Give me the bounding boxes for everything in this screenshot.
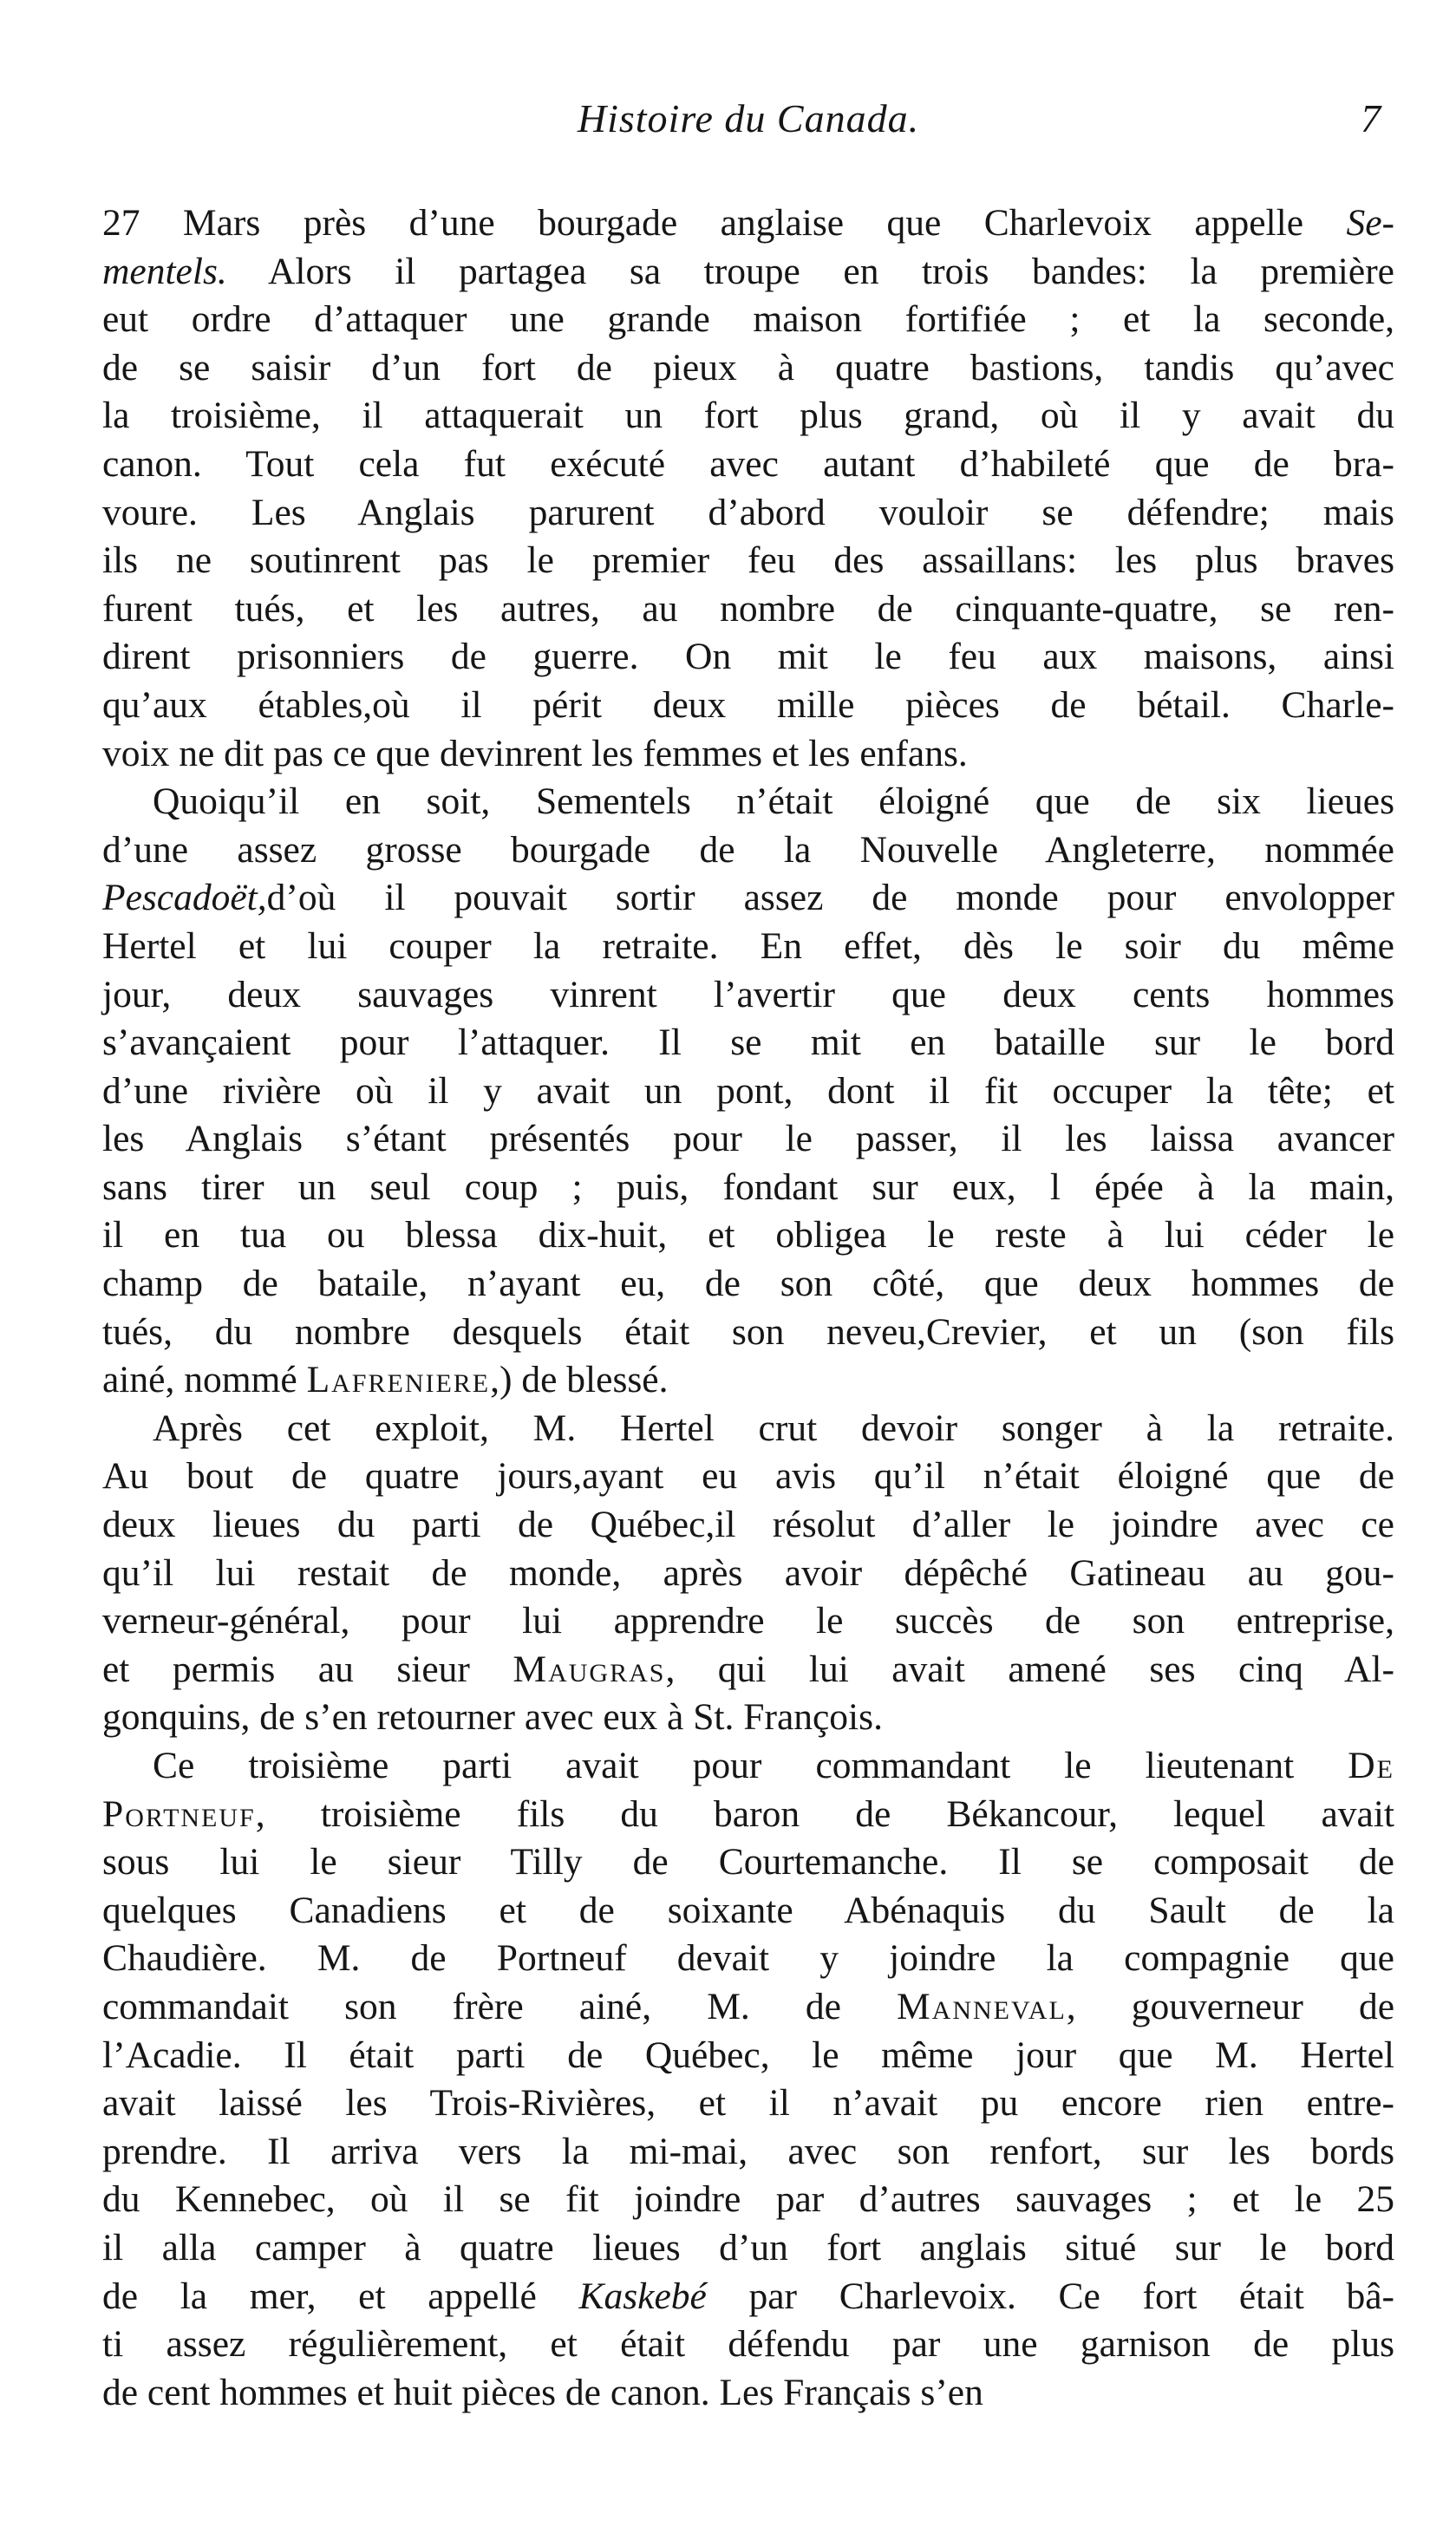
text-segment: deux lieues du parti de Québec,il résolut d’aller le joindre avec ce — [102, 1504, 1394, 1546]
text-line — [102, 1260, 1394, 1309]
text-segment: ils ne soutinrent pas le premier feu des assaillans: les plus braves — [102, 539, 1394, 582]
text-segment: d’une rivière où il y avait un pont, dont il fit occuper la tête; et — [102, 1069, 1394, 1112]
body-text — [102, 199, 1394, 2417]
text-line — [102, 1019, 1394, 1067]
text-segment: champ de bataile, n’ayant eu, de son côté, que deux hommes de — [102, 1263, 1394, 1305]
text-line — [102, 441, 1394, 489]
text-line — [102, 1550, 1394, 1598]
text-line — [102, 1309, 1394, 1357]
text-line — [102, 1838, 1394, 1887]
book-page — [102, 95, 1394, 2417]
text-segment: , troisième fils du baron de Békancour, lequel avait — [255, 1792, 1394, 1835]
text-segment: 27 Mars près d’une bourgade anglaise que Charlevoix appelle — [102, 202, 1347, 244]
small-caps-name: De — [1348, 1745, 1394, 1786]
text-segment: d’une assez grosse bourgade de la Nouvelle Angleterre, nommée — [102, 828, 1394, 871]
text-line — [102, 1501, 1394, 1550]
text-line — [102, 537, 1394, 585]
text-segment: dirent prisonniers de guerre. On mit le feu aux maisons, ainsi — [102, 636, 1394, 678]
text-segment: , qui lui avait amené ses cinq Al- — [665, 1648, 1394, 1690]
small-caps-name: Manneval — [897, 1985, 1067, 2027]
text-line — [102, 682, 1394, 730]
text-line — [102, 1983, 1394, 2032]
text-line — [102, 1887, 1394, 1936]
text-segment: Après cet exploit, M. Hertel crut devoir songer à la retraite. — [153, 1407, 1394, 1449]
page-number: 7 — [1361, 96, 1381, 140]
text-line — [102, 1742, 1394, 1791]
italic-text: Pescadoët, — [102, 877, 267, 919]
text-line — [102, 1356, 1394, 1405]
text-segment: de cent hommes et huit pièces de canon. Les Français s’en — [102, 2371, 983, 2413]
text-segment: ainé, nommé — [102, 1359, 307, 1401]
text-segment: sous lui le sieur Tilly de Courtemanche. Il se composait de — [102, 1841, 1394, 1883]
text-line — [102, 1211, 1394, 1260]
text-segment: gonquins, de s’en retourner avec eux à St. François. — [102, 1696, 883, 1739]
italic-text: mentels. — [102, 250, 227, 292]
text-segment: la troisième, il attaquerait un fort plus grand, où il y avait du — [102, 395, 1394, 437]
paragraph — [102, 1742, 1394, 2417]
text-segment: canon. Tout cela fut exécuté avec autant d’habileté que de bra- — [102, 442, 1394, 485]
running-title: Histoire du Canada. — [577, 96, 920, 140]
text-line — [102, 730, 1394, 779]
text-line — [102, 1646, 1394, 1694]
text-segment: quelques Canadiens et de soixante Abénaquis du Sault de la — [102, 1889, 1394, 1931]
running-head — [102, 95, 1394, 165]
text-line — [102, 344, 1394, 393]
text-line — [102, 971, 1394, 1020]
text-line — [102, 392, 1394, 441]
text-segment: par Charlevoix. Ce fort était bâ- — [706, 2275, 1395, 2317]
italic-text: Se- — [1346, 202, 1394, 244]
text-line — [102, 1164, 1394, 1212]
small-caps-name: Lafreniere — [306, 1359, 491, 1401]
text-segment: voure. Les Anglais parurent d’abord vouloir se défendre; mais — [102, 491, 1394, 533]
text-segment: voix ne dit pas ce que devinrent les femmes et les enfans. — [102, 732, 968, 774]
text-segment: Au bout de quatre jours,ayant eu avis qu’il n’était éloigné que de — [102, 1455, 1394, 1498]
text-line — [102, 2321, 1394, 2369]
text-segment: de se saisir d’un fort de pieux à quatre bastions, tandis qu’avec — [102, 346, 1394, 388]
text-line — [102, 874, 1394, 923]
text-line — [102, 1067, 1394, 1116]
text-line — [102, 296, 1394, 344]
text-line — [102, 585, 1394, 634]
text-line — [102, 489, 1394, 538]
text-segment: eut ordre d’attaquer une grande maison fortifiée ; et la seconde, — [102, 298, 1394, 341]
text-line — [102, 2032, 1394, 2080]
text-segment: Chaudière. M. de Portneuf devait y joindre la compagnie que — [102, 1937, 1394, 1980]
small-caps-name: Portneuf — [102, 1792, 256, 1835]
text-segment: qu’aux étables,où il périt deux mille pièces de bétail. Charle- — [102, 683, 1394, 726]
text-line — [102, 1453, 1394, 1501]
text-line — [102, 2128, 1394, 2177]
text-segment: s’avançaient pour l’attaquer. Il se mit en bataille sur le bord — [102, 1022, 1394, 1064]
text-line — [102, 1935, 1394, 1983]
text-line — [102, 2079, 1394, 2128]
text-line — [102, 2224, 1394, 2273]
text-line — [102, 2176, 1394, 2224]
text-line — [102, 1405, 1394, 1453]
paragraph — [102, 199, 1394, 778]
text-line — [102, 248, 1394, 297]
text-segment: d’où il pouvait sortir assez de monde pour envolopper — [266, 877, 1394, 919]
text-segment: Alors il partagea sa troupe en trois bandes: la première — [226, 250, 1394, 292]
text-line — [102, 2369, 1394, 2418]
text-line — [102, 1694, 1394, 1742]
text-segment: de la mer, et appellé — [102, 2275, 579, 2317]
text-segment: sans tirer un seul coup ; puis, fondant sur eux, l épée à la main, — [102, 1165, 1394, 1208]
text-segment: , gouverneur de — [1066, 1985, 1394, 2027]
paragraph — [102, 1405, 1394, 1742]
small-caps-name: Maugras — [513, 1648, 666, 1690]
text-segment: verneur-général, pour lui apprendre le succès de son entreprise, — [102, 1600, 1394, 1642]
text-segment: il en tua ou blessa dix-huit, et obligea le reste à lui céder le — [102, 1214, 1394, 1257]
text-segment: ,) de blessé. — [490, 1359, 669, 1401]
text-segment: Hertel et lui couper la retraite. En effet, dès le soir du même — [102, 924, 1394, 967]
text-segment: commandait son frère ainé, M. de — [102, 1985, 897, 2027]
paragraph — [102, 778, 1394, 1405]
text-segment: et permis au sieur — [102, 1648, 513, 1690]
text-segment: Quoiqu’il en soit, Sementels n’était éloigné que de six lieues — [153, 780, 1394, 823]
text-line — [102, 1115, 1394, 1164]
text-segment: du Kennebec, où il se fit joindre par d’autres sauvages ; et le 25 — [102, 2178, 1394, 2221]
text-segment: avait laissé les Trois-Rivières, et il n’avait pu encore rien entre- — [102, 2082, 1394, 2125]
text-segment: l’Acadie. Il était parti de Québec, le même jour que M. Hertel — [102, 2034, 1394, 2076]
text-line — [102, 633, 1394, 682]
text-line — [102, 826, 1394, 875]
text-segment: prendre. Il arriva vers la mi-mai, avec son renfort, sur les bords — [102, 2130, 1394, 2172]
text-segment: tués, du nombre desquels était son neveu,Crevier, et un (son fils — [102, 1310, 1394, 1353]
text-segment: les Anglais s’étant présentés pour le passer, il les laissa avancer — [102, 1118, 1394, 1160]
italic-text: Kaskebé — [578, 2275, 707, 2317]
text-line — [102, 1791, 1394, 1839]
text-segment: furent tués, et les autres, au nombre de cinquante-quatre, se ren- — [102, 587, 1394, 630]
text-line — [102, 923, 1394, 971]
text-segment: jour, deux sauvages vinrent l’avertir que deux cents hommes — [102, 973, 1394, 1015]
text-segment: Ce troisième parti avait pour commandant le lieutenant — [153, 1745, 1348, 1786]
text-segment: il alla camper à quatre lieues d’un fort anglais situé sur le bord — [102, 2226, 1394, 2269]
text-segment: qu’il lui restait de monde, après avoir dépêché Gatineau au gou- — [102, 1551, 1394, 1594]
text-line — [102, 778, 1394, 826]
text-segment: ti assez régulièrement, et était défendu par une garnison de plus — [102, 2323, 1394, 2366]
text-line — [102, 1597, 1394, 1646]
text-line — [102, 199, 1394, 248]
text-line — [102, 2273, 1394, 2321]
